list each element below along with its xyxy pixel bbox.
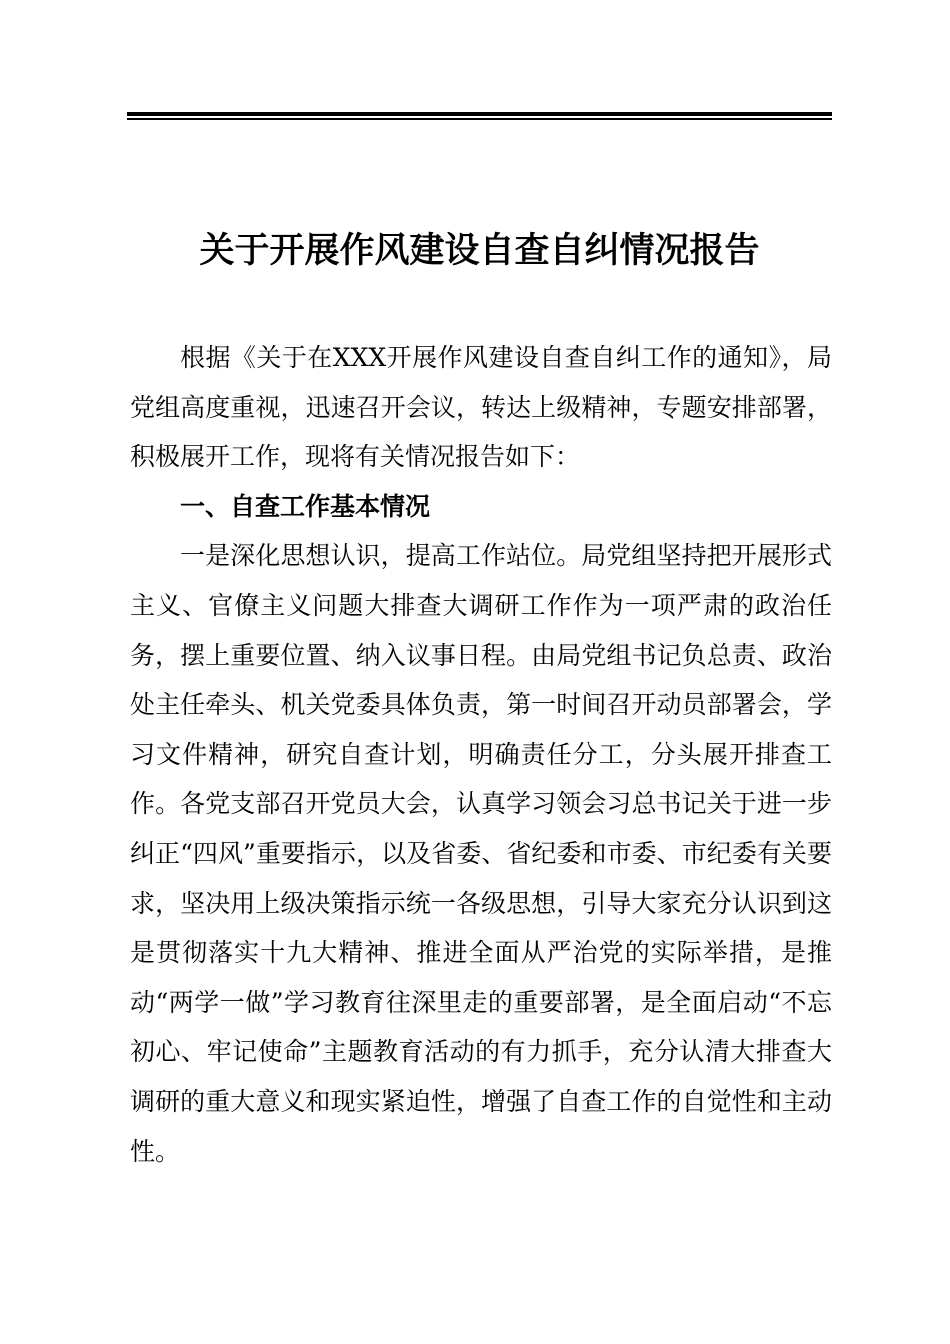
body-paragraph: 一是深化思想认识，提高工作站位。局党组坚持把开展形式主义、官僚主义问题大排查大调研工作作为一项严肃的政治任务，摆上重要位置、纳入议事日程。由局党组书记负总责、政治处主任牵头、机关党委具体负责，第一时间召开动员部署会，学习文件精神，研究自查计划，明确责任分工，分头展开排查工作。各党支部召开党员大会，认真学习领会习总书记关于进一步纠正“四风”重要指示，以及省委、省纪委和市委、市纪委有关要求，坚决用上级决策指示统一各级思想，引导大家充分认识到这是贯彻落实十九大精神、推进全面从严治党的实际举措，是推动“两学一做”学习教育往深里走的重要部署，是全面启动“不忘初心、牢记使命”主题教育活动的有力抓手，充分认清大排查大调研的重大意义和现实紧迫性，增强了自查工作的自觉性和主动性。 [130,541,832,1166]
intro-paragraph: 根据《关于在XXX开展作风建设自查自纠工作的通知》，局党组高度重视，迅速召开会议，转达上级精神，专题安排部署，积极展开工作，现将有关情况报告如下： [130,343,832,472]
header-rule-thin [127,118,832,120]
header-rule-thick [127,112,832,116]
document-title: 关于开展作风建设自查自纠情况报告 [199,231,760,271]
document-body [130,333,832,1176]
section-heading: 一、自查工作基本情况 [180,491,431,521]
